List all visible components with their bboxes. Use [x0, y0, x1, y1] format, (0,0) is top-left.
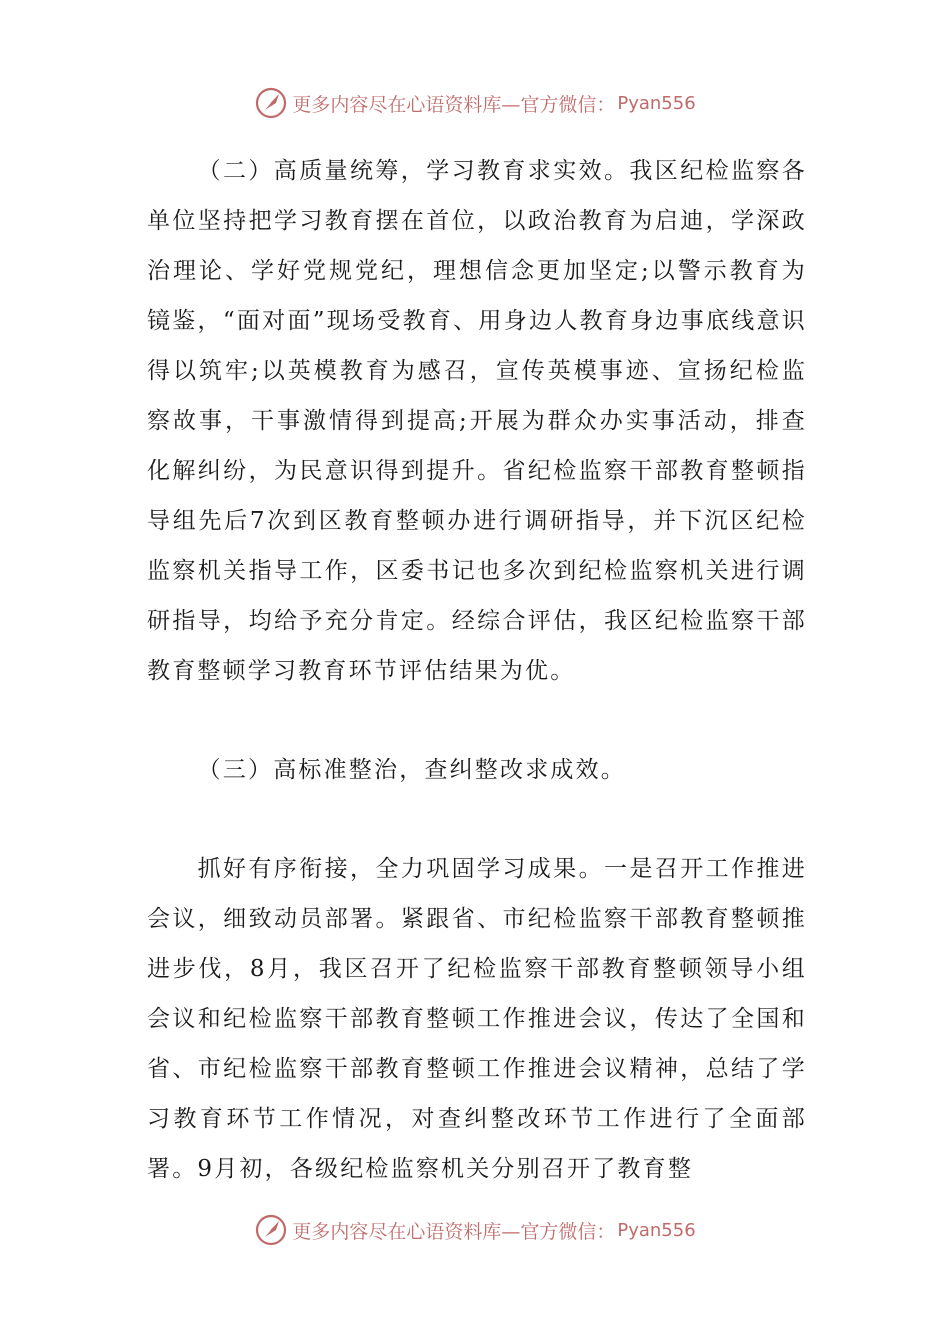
paragraph-section-3-body: 抓好有序衔接，全力巩固学习成果。一是召开工作推进会议，细致动员部署。紧跟省、市纪检监察干部教育整顿推进步伐，8月，我区召开了纪检监察干部教育整顿领导小组会议和纪检监察干部教育整顿工作推进会议，传达了全国和省、市纪检监察干部教育整顿工作推进会议精神，总结了学习教育环节工作情况，对查纠整改环节工作进行了全面部署。9月初，各级纪检监察机关分别召开了教育整	[147, 856, 807, 1182]
watermark-brand-text: 更多内容尽在心语资料库—官方微信：	[292, 93, 616, 116]
paragraph-section-2: （二）高质量统筹，学习教育求实效。我区纪检监察各单位坚持把学习教育摆在首位，以政治教育为启迪，学深政治理论、学好党规党纪，理想信念更加坚定;以警示教育为镜鉴，“面对面”现场受教育、用身边人教育身边事底线意识得以筑牢;以英模教育为感召，宣传英模事迹、宣扬纪检监察故事，干事激情得到提高;开展为群众办实事活动，排查化解纠纷，为民意识得到提升。省纪检监察干部教育整顿指导组先后7次到区教育整顿办进行调研指导，并下沉区纪检监察机关指导工作，区委书记也多次到纪检监察机关进行调研指导，均给予充分肯定。经综合评估，我区纪检监察干部教育整顿学习教育环节评估结果为优。	[147, 158, 807, 684]
watermark-footer	[0, 1210, 950, 1250]
paragraph-section-3-heading: （三）高标准整治，查纠整改求成效。	[197, 757, 626, 783]
watermark-wechat-id: Pyan556	[617, 92, 696, 114]
quill-logo-icon	[254, 1213, 288, 1247]
watermark-brand-text: 更多内容尽在心语资料库—官方微信：	[292, 1220, 616, 1243]
watermark-header	[0, 83, 950, 123]
quill-logo-icon	[254, 86, 288, 120]
document-body	[147, 146, 807, 1194]
watermark-wechat-id: Pyan556	[617, 1219, 696, 1241]
